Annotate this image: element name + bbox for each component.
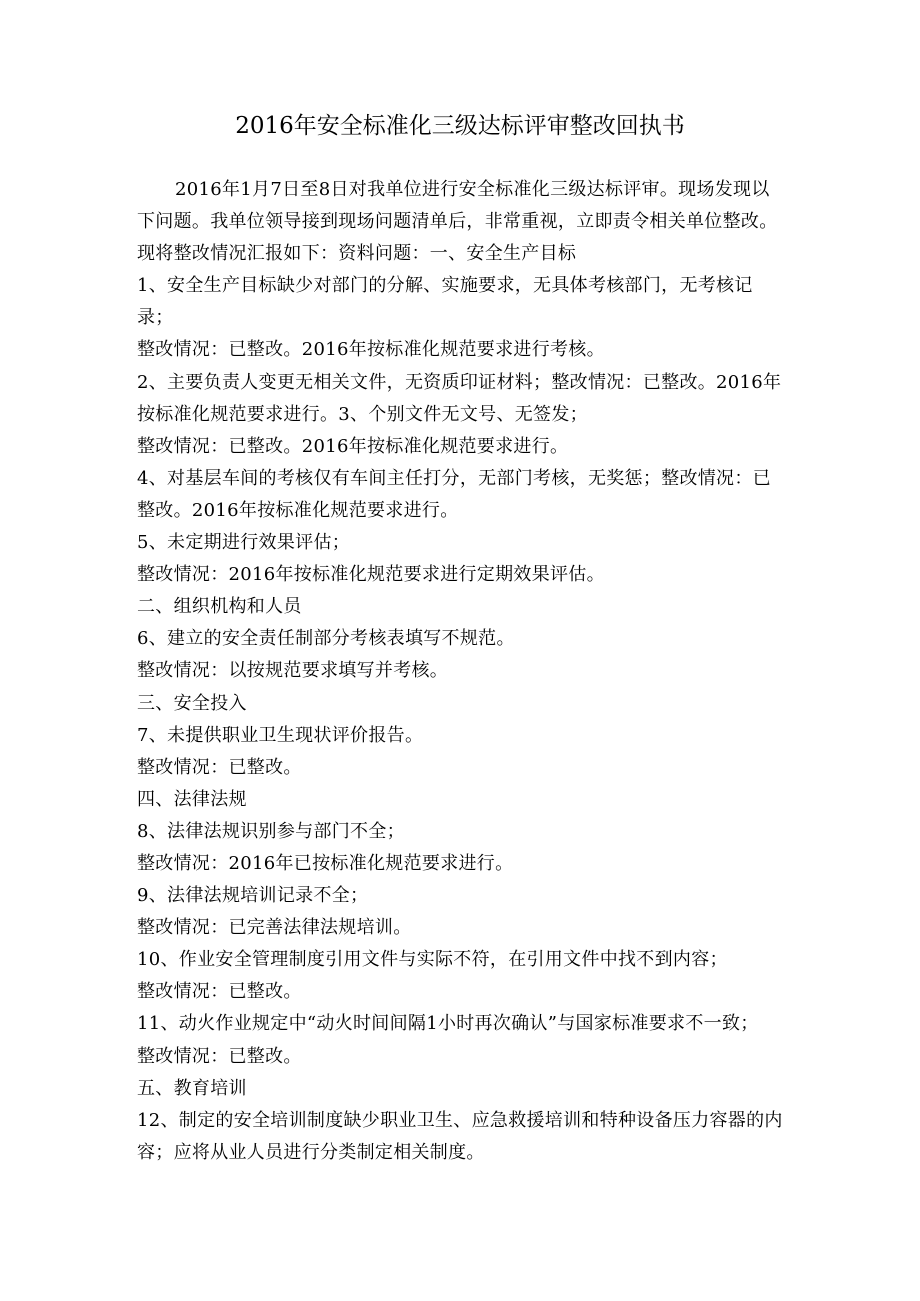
body-line: 整改情况：已整改。 <box>137 756 302 778</box>
body-line: 8、法律法规识别参与部门不全； <box>137 820 405 842</box>
body-line: 整改情况：已整改。2016年按标准化规范要求进行。 <box>137 435 569 457</box>
body-line: 4、对基层车间的考核仅有车间主任打分，无部门考核，无奖惩；整改情况：已整改。2016年按标准化规范要求进行。 <box>137 467 771 521</box>
body-line: 整改情况：以按规范要求填写并考核。 <box>137 660 449 682</box>
body-line: 整改情况：2016年按标准化规范要求进行定期效果评估。 <box>137 564 605 586</box>
body-line: 2、主要负责人变更无相关文件，无资质印证材料；整改情况：已整改。2016年按标准化规范要求进行。3、个别文件无文号、无签发； <box>137 371 782 425</box>
intro-paragraph: 2016年1月7日至8日对我单位进行安全标准化三级达标评审。现场发现以下问题。我单位领导接到现场问题清单后，非常重视，立即责令相关单位整改。现将整改情况汇报如下：资料问题：一、安全生产目标 <box>137 179 778 265</box>
body-line: 整改情况：已整改。 <box>137 981 302 1003</box>
body-line: 整改情况：已完善法律法规培训。 <box>137 917 412 939</box>
body-line: 5、未定期进行效果评估； <box>137 532 351 554</box>
section-heading: 三、安全投入 <box>137 692 247 714</box>
body-line: 整改情况：已整改。 <box>137 1045 302 1067</box>
section-heading: 二、组织机构和人员 <box>137 596 302 618</box>
body-line: 7、未提供职业卫生现状评价报告。 <box>137 724 424 746</box>
body-line: 12、制定的安全培训制度缺少职业卫生、应急救援培训和特种设备压力容器的内容；应将从业人员进行分类制定相关制度。 <box>137 1109 783 1163</box>
section-heading: 五、教育培训 <box>137 1077 247 1099</box>
body-line: 9、法律法规培训记录不全； <box>137 885 369 907</box>
body-line: 1、安全生产目标缺少对部门的分解、实施要求，无具体考核部门，无考核记录； <box>137 275 753 329</box>
document-body <box>137 174 785 1169</box>
body-line: 整改情况：2016年已按标准化规范要求进行。 <box>137 852 514 874</box>
body-line: 11、动火作业规定中“动火时间间隔1小时再次确认”与国家标准要求不一致； <box>137 1013 759 1035</box>
section-heading: 四、法律法规 <box>137 788 247 810</box>
document-title: 2016年安全标准化三级达标评审整改回执书 <box>235 113 685 139</box>
body-line: 6、建立的安全责任制部分考核表填写不规范。 <box>137 628 515 650</box>
body-line: 整改情况：已整改。2016年按标准化规范要求进行考核。 <box>137 339 605 361</box>
body-line: 10、作业安全管理制度引用文件与实际不符，在引用文件中找不到内容； <box>137 949 728 971</box>
